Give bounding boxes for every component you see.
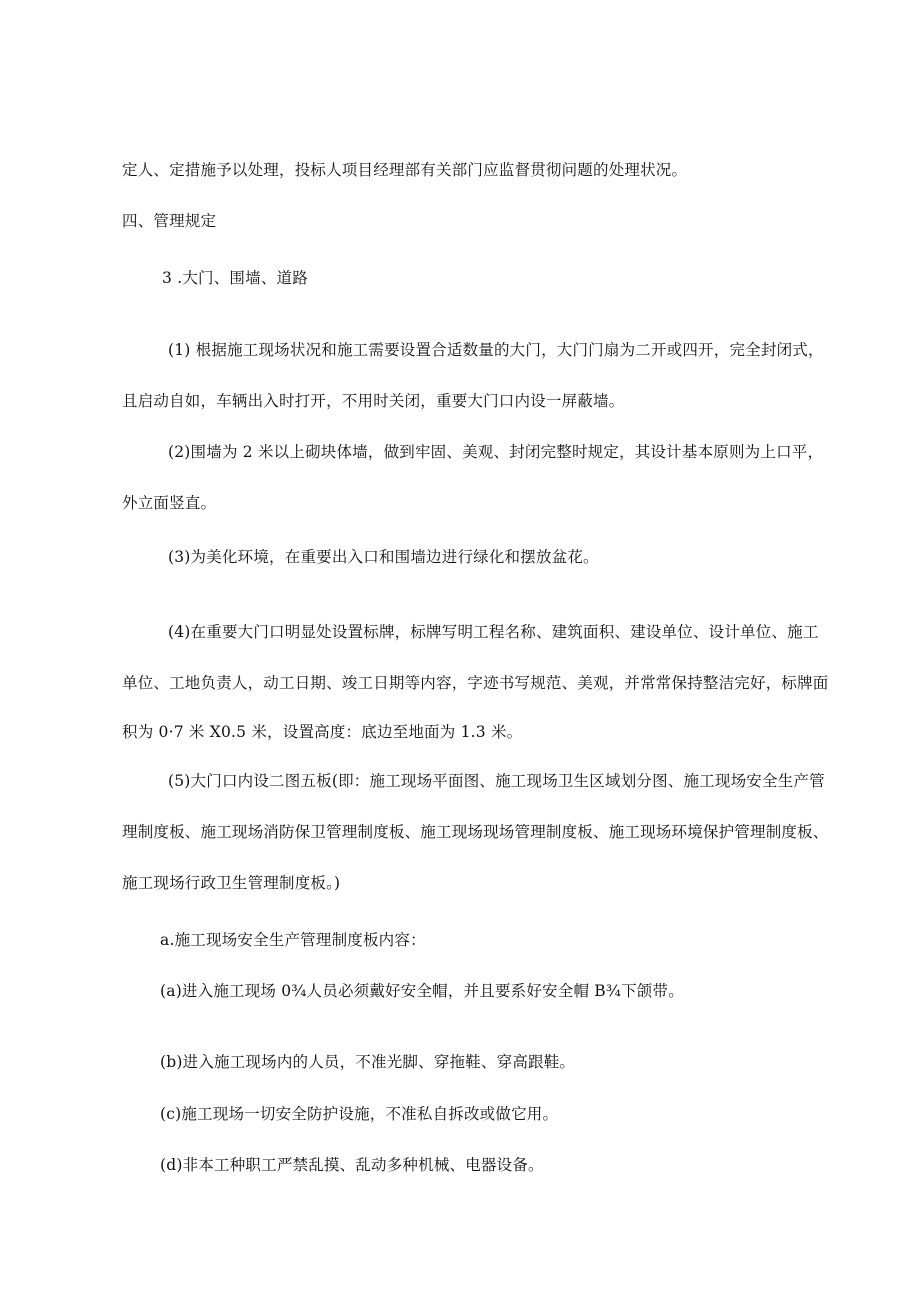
list-item: (a)进入施工现场 0¾人员必须戴好安全帽，并且要系好安全帽 B¾下颌带。 <box>160 982 684 1000</box>
paragraph-line: (3)为美化环境，在重要出入口和围墙边进行绿化和摆放盆花。 <box>168 548 599 566</box>
paragraph-line: 且启动自如，车辆出入时打开，不用时关闭，重要大门口内设一屏蔽墙。 <box>122 392 625 410</box>
paragraph-line: 单位、工地负责人，动工日期、竣工日期等内容，字迹书写规范、美观，并常常保持整洁完好，标牌面 <box>122 674 829 692</box>
list-item: (b)进入施工现场内的人员，不准光脚、穿拖鞋、穿高跟鞋。 <box>160 1053 576 1071</box>
paragraph-line: (5)大门口内设二图五板(即：施工现场平面图、施工现场卫生区域划分图、施工现场安全生产管 <box>168 772 825 790</box>
paragraph-line: 外立面竖直。 <box>122 494 217 512</box>
paragraph-line: 理制度板、施工现场消防保卫管理制度板、施工现场现场管理制度板、施工现场环境保护管理制度板、 <box>122 823 829 841</box>
paragraph-line: 定人、定措施予以处理，投标人项目经理部有关部门应监督贯彻问题的处理状况。 <box>122 161 688 179</box>
list-item: (d)非本工种职工严禁乱摸、乱动多种机械、电器设备。 <box>160 1156 544 1174</box>
list-item: (c)施工现场一切安全防护设施，不准私自拆改或做它用。 <box>160 1105 559 1123</box>
paragraph-line: (2)围墙为 2 米以上砌块体墙，做到牢固、美观、封闭完整时规定，其设计基本原则为上口平， <box>168 443 824 461</box>
paragraph-line: (4)在重要大门口明显处设置标牌，标牌写明工程名称、建筑面积、建设单位、设计单位、施工 <box>168 623 819 641</box>
list-heading: a.施工现场安全生产管理制度板内容： <box>160 931 426 949</box>
subsection-heading: 3 .大门、围墙、道路 <box>162 269 308 287</box>
paragraph-line: 施工现场行政卫生管理制度板。) <box>122 874 341 892</box>
paragraph-line: (1) 根据施工现场状况和施工需要设置合适数量的大门，大门门扇为二开或四开，完全封闭式， <box>168 341 824 359</box>
paragraph-line: 积为 0·7 米 X0.5 米，设置高度：底边至地面为 1.3 米。 <box>122 723 523 741</box>
section-heading: 四、管理规定 <box>122 212 217 230</box>
